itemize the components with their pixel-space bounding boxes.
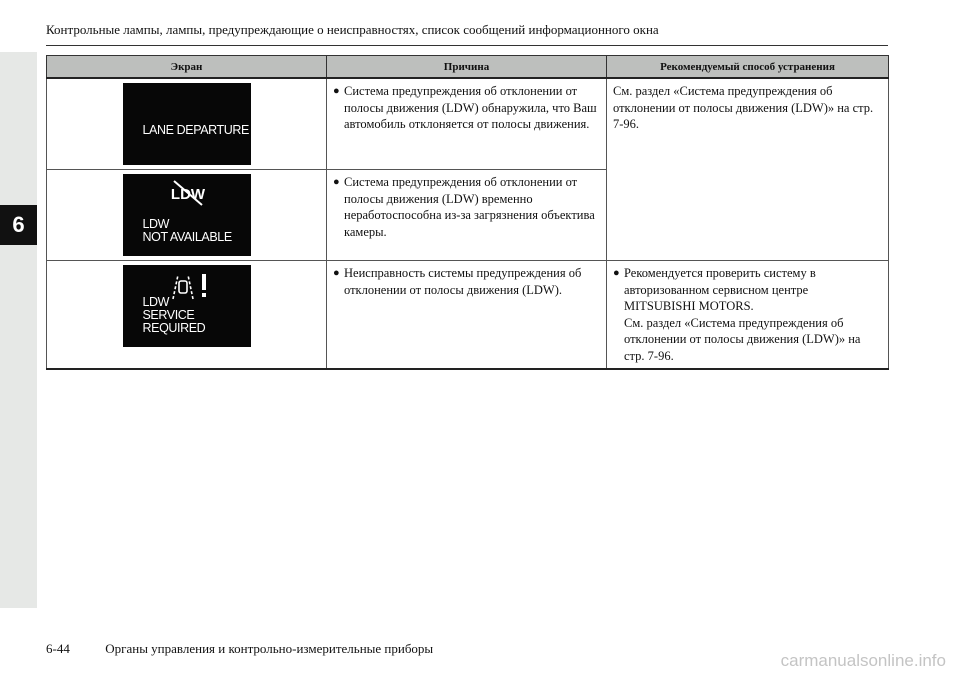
screen-cell <box>47 261 327 370</box>
column-header-cause: Причина <box>327 56 607 79</box>
svg-text:LDW: LDW <box>170 186 205 203</box>
ldw-service-required-display <box>123 265 251 347</box>
page-header-title: Контрольные лампы, лампы, предупреждающие о неисправностях, список сообщений информационного окна <box>46 22 659 37</box>
display-message: LANE DEPARTURE <box>142 123 249 137</box>
remedy-text: ● Рекомендуется проверить систему в авторизованном сервисном центре MITSUBISHI MOTORS. См. раздел «Система предупреждения об отклонении от полосы движения (LDW)» на стр. 7-96. <box>613 265 882 364</box>
cause-text: ● Система предупреждения об отклонении от полосы движения (LDW) временно неработоспособна из-за загрязнения объектива камеры. <box>333 174 600 240</box>
footer-section-title: Органы управления и контрольно-измерительные приборы <box>105 641 434 656</box>
header-divider <box>46 45 888 46</box>
remedy-cell <box>607 78 889 261</box>
page-footer <box>46 641 433 657</box>
column-header-remedy: Рекомендуемый способ устранения <box>607 56 889 79</box>
cause-text: ● Система предупреждения об отклонении от полосы движения (LDW) обнаружила, что Ваш автомобиль отклоняется от полосы движения. <box>333 83 600 133</box>
cause-text: ● Неисправность системы предупреждения об отклонении от полосы движения (LDW). <box>333 265 600 298</box>
lane-departure-display <box>123 83 251 165</box>
ldw-not-available-display <box>123 174 251 256</box>
display-message: LDW SERVICE REQUIRED <box>142 295 206 335</box>
remedy-text: См. раздел «Система предупреждения об отклонении от полосы движения (LDW)» на стр. 7-96. <box>613 84 874 131</box>
table-header-row <box>47 56 889 79</box>
ldw-crossed-out-icon <box>167 178 209 208</box>
cause-cell <box>327 78 607 170</box>
screen-cell <box>47 78 327 170</box>
watermark: carmanualsonline.info <box>780 651 946 670</box>
chapter-tab[interactable]: 6 <box>0 205 37 245</box>
table-row <box>47 78 889 170</box>
column-header-screen: Экран <box>47 56 327 79</box>
cause-cell <box>327 170 607 261</box>
side-strip <box>0 52 37 608</box>
display-message: LDW NOT AVAILABLE <box>142 217 232 244</box>
screen-cell <box>47 170 327 261</box>
remedy-cell <box>607 261 889 370</box>
page-number: 6-44 <box>46 641 70 656</box>
cause-cell <box>327 261 607 370</box>
messages-table <box>46 55 889 370</box>
table-row <box>47 261 889 370</box>
